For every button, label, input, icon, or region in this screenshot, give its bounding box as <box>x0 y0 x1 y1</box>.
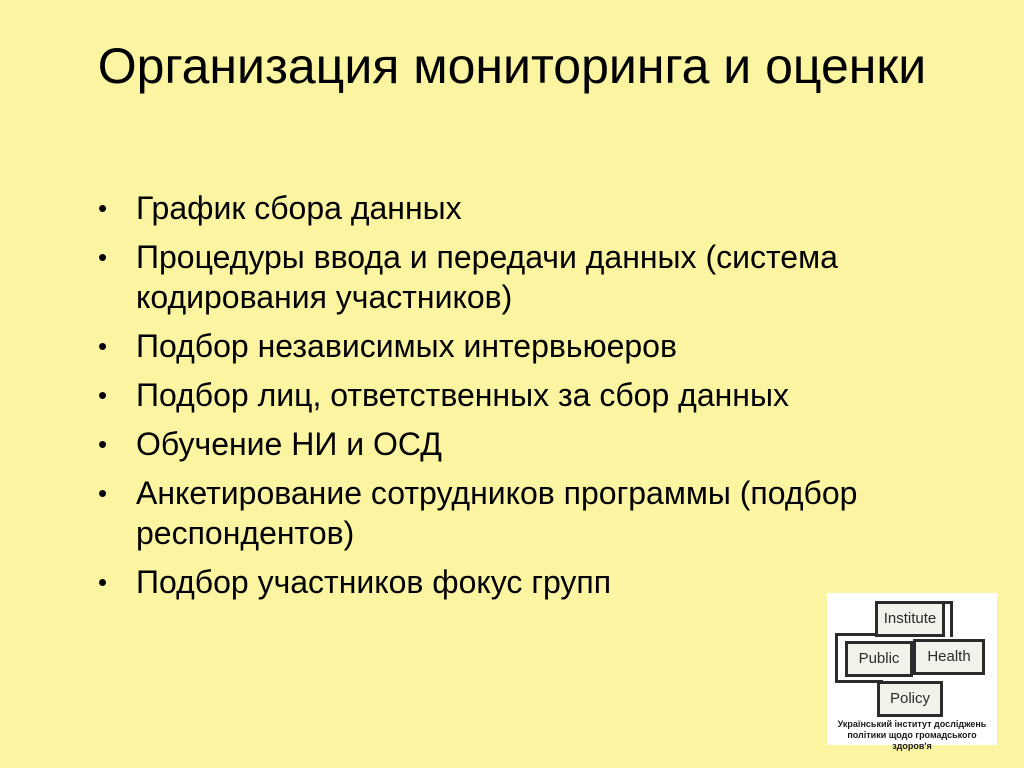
bullet-dot: • <box>98 242 108 272</box>
list-item-text: Анкетирование сотрудников программы (подбор респондентов) <box>136 475 858 551</box>
logo-caption-line: політики щодо громадського здоров'я <box>847 730 977 751</box>
list-item-text: Обучение НИ и ОСД <box>136 426 442 462</box>
logo-box-policy: Policy <box>877 681 943 717</box>
list-item <box>98 188 918 228</box>
list-item-text: Подбор участников фокус групп <box>136 564 612 600</box>
list-item-text: Подбор лиц, ответственных за сбор данных <box>136 377 789 413</box>
bullet-dot: • <box>98 567 108 597</box>
list-item <box>98 237 918 317</box>
logo-caption <box>827 719 997 752</box>
bullet-dot: • <box>98 331 108 361</box>
list-item <box>98 473 918 553</box>
list-item <box>98 562 918 602</box>
list-item <box>98 326 918 366</box>
list-item <box>98 375 918 415</box>
logo-box-health: Health <box>913 639 985 675</box>
list-item-text: Процедуры ввода и передачи данных (система кодирования участников) <box>136 239 838 315</box>
list-item <box>98 424 918 464</box>
bullet-dot: • <box>98 429 108 459</box>
list-item-text: Подбор независимых интервьюеров <box>136 328 677 364</box>
bullet-list <box>98 188 918 611</box>
bullet-dot: • <box>98 380 108 410</box>
institute-logo <box>827 593 997 751</box>
bullet-dot: • <box>98 478 108 508</box>
slide-title: Организация мониторинга и оценки <box>97 38 927 94</box>
logo-box-institute: Institute <box>875 601 945 637</box>
logo-caption-line: Український інститут досліджень <box>837 719 987 729</box>
list-item-text: График сбора данных <box>136 190 462 226</box>
logo-box-public: Public <box>845 641 913 677</box>
bullet-dot: • <box>98 193 108 223</box>
